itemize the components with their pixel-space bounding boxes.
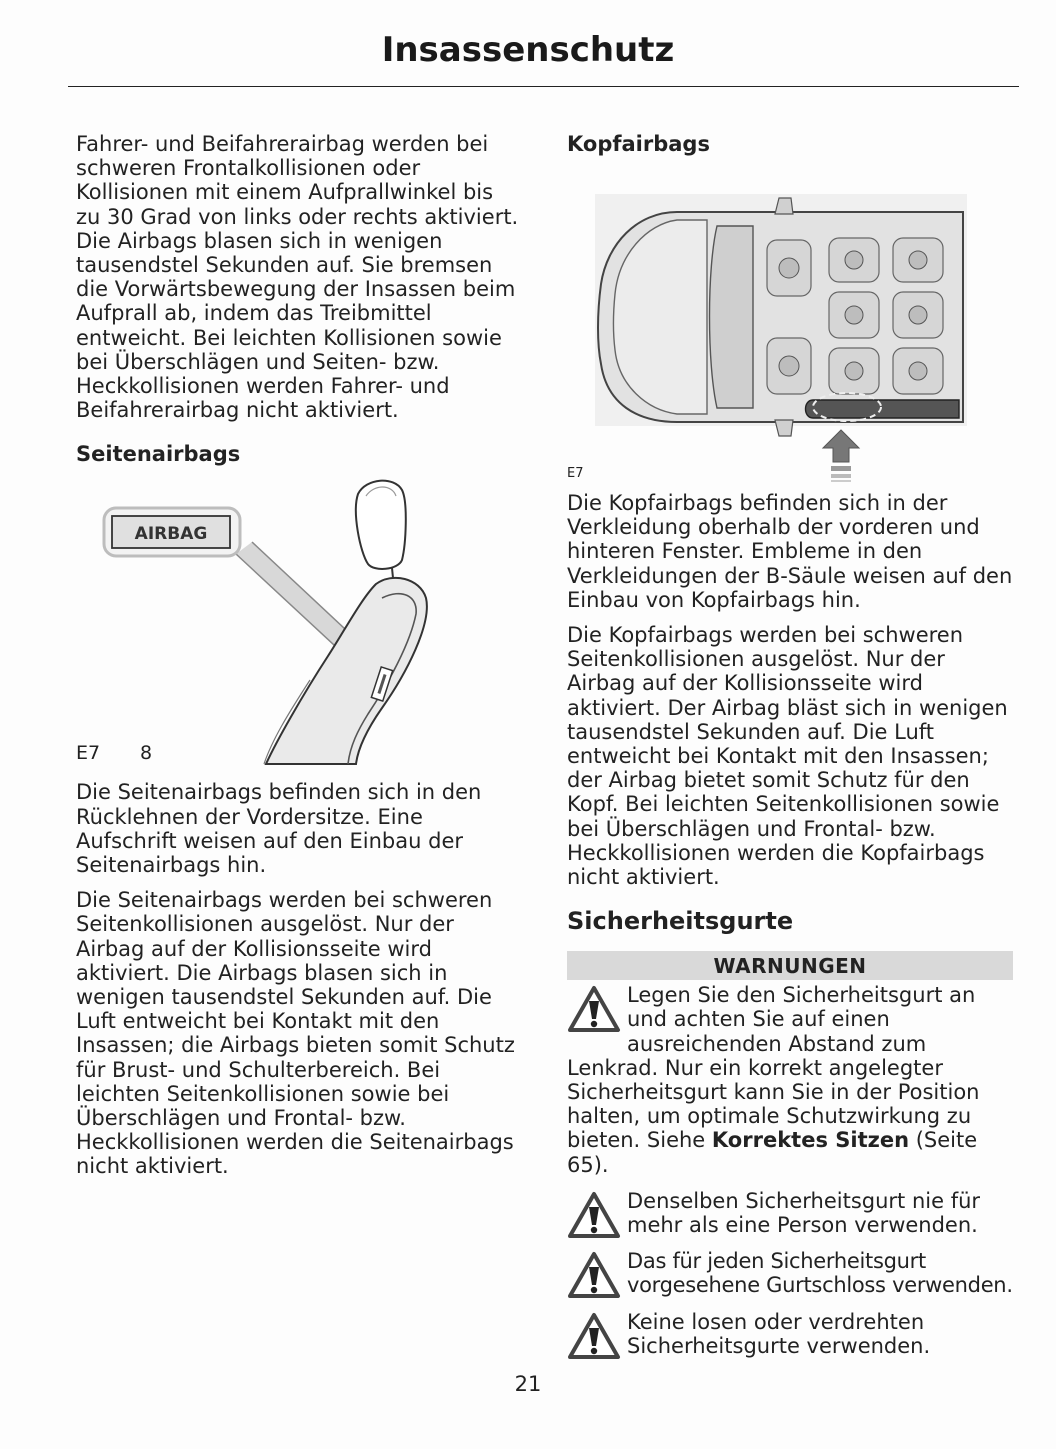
warning-item <box>567 1310 1013 1358</box>
warning-triangle-icon <box>567 1251 621 1299</box>
warning-triangle-icon <box>567 1191 621 1239</box>
side-airbags-paragraph-2: Die Seitenairbags werden bei schweren Seitenkollisionen ausgelöst. Nur der Airbag auf der Kollisionsseite wird aktiviert. Die Airbags blasen sich in wenigen tausendstel Sekunden auf. Die Luft entweicht bei Kontakt mit den Insassen; die Airbags bieten somit Schutz für Brust- und Schulterbereich. Bei leichten Seitenkollisionen sowie bei Überschlägen und Frontal- bzw. Heckkollisionen werden die Seitenairbags nicht aktiviert. <box>76 888 515 1179</box>
warning-triangle-icon <box>567 1312 621 1360</box>
seat-illustration <box>76 474 524 766</box>
figure-number: 8 <box>140 742 153 765</box>
left-column <box>76 132 524 1179</box>
head-airbags-paragraph-2: Die Kopfairbags werden bei schweren Seitenkollisionen ausgelöst. Nur der Airbag auf der Kollisionsseite wird aktiviert. Der Airbag bläst sich in wenigen tausendstel Sekunden auf. Die Luft entweicht bei Kontakt mit den Insassen; der Airbag bietet somit Schutz für den Kopf. Bei leichten Seitenkollisionen sowie bei Überschlägen und Frontal- bzw. Heckkollisionen werden die Kopfairbags nicht aktiviert. <box>567 623 1008 890</box>
car-top-view-illustration <box>567 164 1013 482</box>
side-airbag-figure <box>76 474 524 766</box>
warning-item <box>567 1189 1013 1237</box>
right-column <box>567 132 1013 1360</box>
airbag-label: AIRBAG <box>134 524 208 545</box>
head-airbags-heading: Kopfairbags <box>567 132 710 156</box>
intro-paragraph: Fahrer- und Beifahrerairbag werden bei schweren Frontalkollisionen oder Kollisionen mit einem Aufprallwinkel bis zu 30 Grad von links oder rechts aktiviert. Die Airbags blasen sich in wenigen tausendstel Sekunden auf. Sie bremsen die Vorwärtsbewegung der Insassen beim Aufprall ab, indem das Treibmittel entweicht. Bei leichten Kollisionen sowie bei Überschlägen und Seiten- bzw. Heckkollisionen werden Fahrer- und Beifahrerairbag nicht aktiviert. <box>76 132 519 423</box>
cross-reference-link[interactable]: Korrektes Sitzen <box>711 1128 910 1153</box>
warning-text: Legen Sie den Sicherheitsgurt an und achten Sie auf einen ausreichenden Abstand zum Lenkrad. Nur ein korrekt angelegter Sicherheitsgurt kann Sie in der Position halten, um optimale Schutzwirkung zu bieten. Siehe Korrektes Sitzen (Seite 65). <box>567 983 980 1177</box>
seatbelts-heading: Sicherheitsgurte <box>567 907 794 936</box>
page-number: 21 <box>514 1372 542 1396</box>
side-airbags-heading: Seitenairbags <box>76 442 241 467</box>
title-divider <box>68 86 1019 87</box>
side-airbags-paragraph-1: Die Seitenairbags befinden sich in den Rücklehnen der Vordersitze. Eine Aufschrift weisen auf den Einbau der Seitenairbags hin. <box>76 780 482 878</box>
warning-text: Denselben Sicherheitsgurt nie für mehr als eine Person verwenden. <box>627 1188 981 1238</box>
warning-item <box>567 983 1013 1177</box>
head-airbags-paragraph-1: Die Kopfairbags befinden sich in der Verkleidung oberhalb der vorderen und hinteren Fenster. Embleme in den Verkleidungen der B-Säule weisen auf den Einbau von Kopfairbags hin. <box>567 491 1013 612</box>
warning-text: Das für jeden Sicherheitsgurt vorgesehene Gurtschloss verwenden. <box>627 1249 1013 1298</box>
warning-triangle-icon <box>567 985 621 1033</box>
figure-code: E7 <box>76 742 101 765</box>
figure-code: E7 <box>567 466 584 481</box>
page-title: Insassenschutz <box>381 30 675 70</box>
warnings-header: WARNUNGEN <box>567 951 1013 980</box>
head-airbag-figure <box>567 164 1013 482</box>
warning-item <box>567 1249 1013 1297</box>
warning-text: Keine losen oder verdrehten Sicherheitsgurte verwenden. <box>627 1309 931 1358</box>
